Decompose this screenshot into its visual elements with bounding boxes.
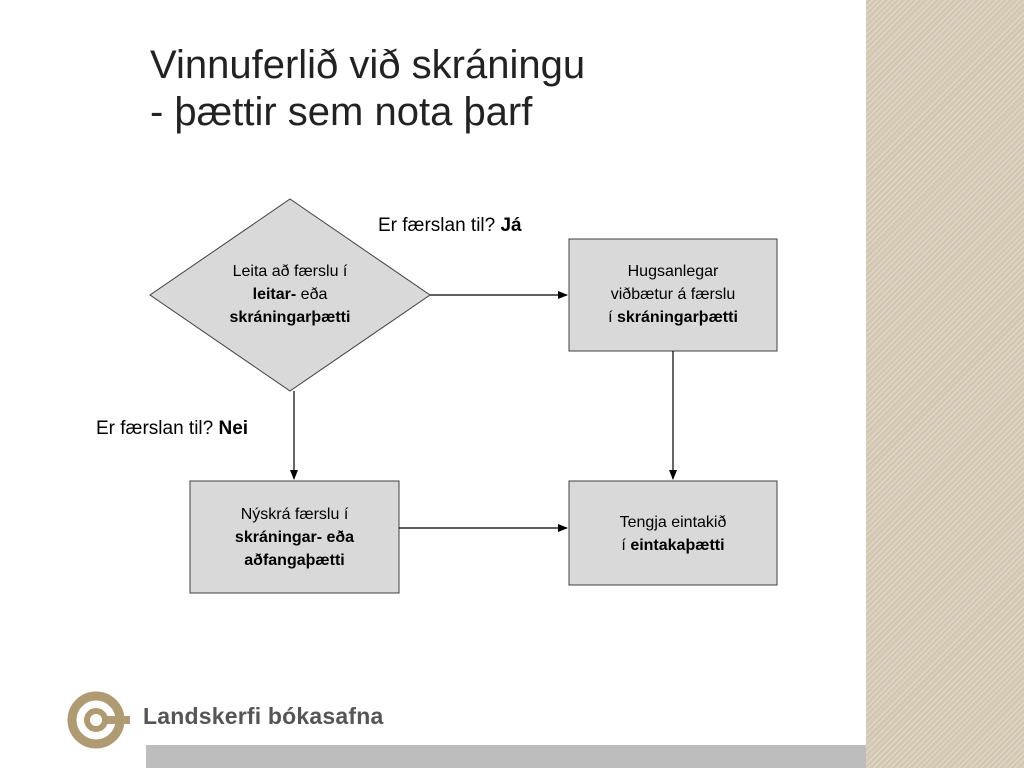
link-copy-text-line-1: Tengja eintakið (619, 514, 727, 531)
link-copy-text-line-2-bold: eintakaþætti (630, 537, 725, 555)
decision-text (190, 260, 390, 330)
new-record-text-line-1: Nýskrá færslu í (240, 506, 349, 523)
additions-text-line-3-bold: skráningarþætti (616, 309, 738, 327)
slide-title-line-2: - þættir sem nota þarf (150, 89, 533, 134)
logo-text: Landskerfi bókasafna (143, 703, 384, 729)
decision-text-line-2-plain: eða (296, 286, 328, 304)
link-copy-text-line-2-plain: í (621, 537, 631, 555)
new-record-text (190, 503, 399, 573)
decision-text-line-1: Leita að færslu í (232, 263, 348, 280)
decision-text-line-3 (190, 306, 390, 329)
yes-label-question: Er færslan til? (378, 215, 501, 236)
new-record-text-line-3 (190, 549, 399, 572)
link-copy-text (569, 511, 777, 557)
decision-text-line-3-bold: skráningarþætti (229, 309, 351, 327)
new-record-text-line-2-bold: skráningar- eða (234, 529, 355, 547)
no-label-question: Er færslan til? (96, 418, 219, 439)
yes-label-answer: Já (500, 215, 522, 236)
additions-text-line-2: viðbætur á færslu (610, 286, 736, 304)
link-copy-text-line-2 (569, 534, 777, 557)
additions-text (569, 260, 777, 330)
no-label (96, 418, 248, 440)
library-network-logo-icon (66, 690, 130, 750)
new-record-text-line-3-bold: aðfangaþætti (244, 552, 345, 570)
yes-label (378, 215, 522, 237)
decision-text-line-2-bold: leitar- (252, 286, 297, 304)
new-record-text-line-2 (190, 526, 399, 549)
additions-text-line-1: Hugsanlegar (627, 263, 719, 280)
no-label-answer: Nei (218, 418, 249, 439)
decision-text-line-2 (190, 283, 390, 306)
additions-text-line-3-plain: í (608, 309, 617, 327)
slide-title-line-1: Vinnuferlið við skráningu (150, 43, 586, 87)
additions-text-line-3 (569, 306, 777, 329)
decorative-side-panel (866, 0, 1024, 768)
